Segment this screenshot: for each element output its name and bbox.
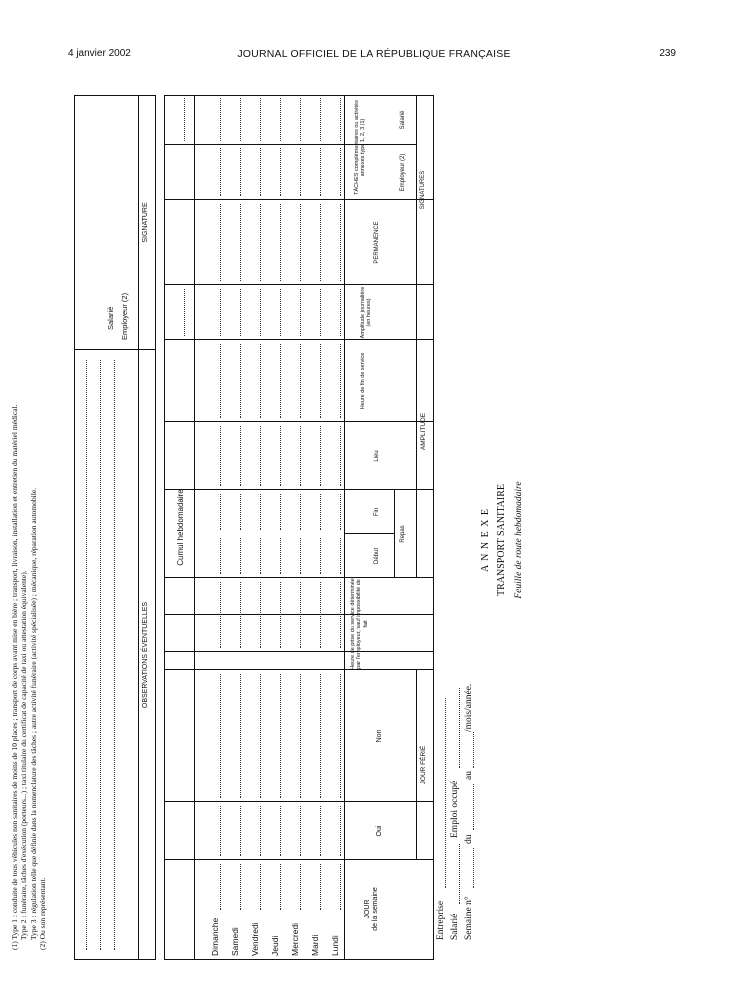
day-cell-field[interactable] xyxy=(220,426,221,486)
day-cell-field[interactable] xyxy=(240,344,241,418)
day-cell-field[interactable] xyxy=(240,494,241,530)
form-mois-label: /mois/année. xyxy=(464,683,474,732)
day-cell-field[interactable] xyxy=(260,426,261,486)
day-cell-field[interactable] xyxy=(240,148,241,196)
day-cell-field[interactable] xyxy=(240,204,241,281)
day-cell-field[interactable] xyxy=(340,289,341,336)
day-dots xyxy=(340,864,341,910)
form-entreprise-label: Entreprise xyxy=(436,900,446,940)
footnote-1: (1) Type 1 : conduite de tous véhicules non sanitaires de moins de 10 places ; transport de corps avant mise en bière ; transport, livraison, installation et entretien du matériel médical. xyxy=(10,404,19,950)
day-cell-field[interactable] xyxy=(220,806,221,856)
day-cell-field[interactable] xyxy=(260,204,261,281)
day-dots xyxy=(320,864,321,910)
day-cell-field[interactable] xyxy=(220,582,221,648)
footnotes xyxy=(10,90,48,950)
footnote-4: (2) Ou son représentant. xyxy=(38,877,48,950)
day-cell-field[interactable] xyxy=(320,582,321,648)
day-cell-field[interactable] xyxy=(260,674,261,798)
salarie-field[interactable] xyxy=(459,844,460,904)
obs-salarie: Salarié xyxy=(106,306,115,330)
header-permanence: PERMANENCE xyxy=(374,221,380,264)
day-cell-field[interactable] xyxy=(340,204,341,281)
day-cell-field[interactable] xyxy=(300,538,301,574)
day-cell-field[interactable] xyxy=(240,426,241,486)
observations-line[interactable] xyxy=(86,360,87,950)
form-du-label: du xyxy=(464,834,474,844)
day-cell-field[interactable] xyxy=(320,674,321,798)
obs-employeur: Employeur (2) xyxy=(120,292,129,340)
day-label: Lundi xyxy=(330,935,340,956)
day-cell-field[interactable] xyxy=(340,98,341,141)
form-block xyxy=(436,680,478,940)
day-cell-field[interactable] xyxy=(300,344,301,418)
header-debut: Début xyxy=(374,548,380,565)
header-oui: Oui xyxy=(376,825,383,837)
day-cell-field[interactable] xyxy=(220,98,221,141)
day-cell-field[interactable] xyxy=(340,806,341,856)
day-cell-field[interactable] xyxy=(260,582,261,648)
day-cell-field[interactable] xyxy=(220,344,221,418)
day-cell-field[interactable] xyxy=(300,148,301,196)
day-label: Dimanche xyxy=(210,917,220,956)
day-cell-field[interactable] xyxy=(280,494,281,530)
header-date: 4 janvier 2002 xyxy=(68,48,131,59)
journal-title: JOURNAL OFFICIEL DE LA RÉPUBLIQUE FRANÇAISE xyxy=(237,48,511,60)
day-cell-field[interactable] xyxy=(220,289,221,336)
day-cell-field[interactable] xyxy=(280,582,281,648)
day-cell-field[interactable] xyxy=(220,494,221,530)
day-cell-field[interactable] xyxy=(240,98,241,141)
doc-title: TRANSPORT SANITAIRE xyxy=(496,483,507,597)
day-cell-field[interactable] xyxy=(320,204,321,281)
header-non: Non xyxy=(376,729,383,743)
day-cell-field[interactable] xyxy=(340,344,341,418)
day-dots xyxy=(220,864,221,910)
day-cell-field[interactable] xyxy=(300,289,301,336)
du-field[interactable] xyxy=(473,784,474,830)
header-signatures: SIGNATURES xyxy=(420,170,426,210)
day-cell-field[interactable] xyxy=(300,674,301,798)
day-cell-field[interactable] xyxy=(280,344,281,418)
observations-signature: SIGNATURE xyxy=(142,202,149,243)
day-cell-field[interactable] xyxy=(260,289,261,336)
day-cell-field[interactable] xyxy=(260,344,261,418)
entreprise-field[interactable] xyxy=(445,698,446,888)
form-emploi-label: Emploi occupé xyxy=(450,780,460,838)
header-jour-ferie: JOUR FÉRIÉ xyxy=(420,745,427,785)
day-cell-field[interactable] xyxy=(280,538,281,574)
au-field[interactable] xyxy=(473,732,474,768)
day-label: Jeudi xyxy=(270,935,280,956)
day-cell-field[interactable] xyxy=(320,494,321,530)
header-fin: Fin xyxy=(374,507,380,517)
day-cell-field[interactable] xyxy=(300,204,301,281)
day-cell-field[interactable] xyxy=(260,806,261,856)
header-employeur: Employeur (2) xyxy=(400,153,406,192)
header-lieu: Lieu xyxy=(374,450,380,462)
header-heure-prise: Heure de prise du service déterminée par l'employeur, sauf impossibilité de fait xyxy=(350,578,369,670)
day-label: Vendredi xyxy=(250,922,260,956)
header-repas: Repas xyxy=(400,525,406,543)
cumul-label: Cumul hebdomadaire xyxy=(176,489,185,566)
day-cell-field[interactable] xyxy=(300,806,301,856)
day-cell-field[interactable] xyxy=(340,426,341,486)
day-cell-field[interactable] xyxy=(280,148,281,196)
day-cell-field[interactable] xyxy=(300,426,301,486)
day-cell-field[interactable] xyxy=(280,426,281,486)
page-number: 239 xyxy=(659,48,676,59)
footnote-2: Type 2 : funéraire, tâches d'exécution (porteurs...) ; taxi titulaire du certificat de capacité de taxi ou attestation équivalente). xyxy=(19,570,29,940)
day-cell-field[interactable] xyxy=(320,148,321,196)
day-cell-field[interactable] xyxy=(320,344,321,418)
day-cell-field[interactable] xyxy=(340,674,341,798)
day-label: Samedi xyxy=(230,927,240,956)
form-salarie-label: Salarié xyxy=(450,913,460,940)
day-cell-field[interactable] xyxy=(320,806,321,856)
day-cell-field[interactable] xyxy=(320,538,321,574)
day-cell-field[interactable] xyxy=(320,426,321,486)
emploi-field[interactable] xyxy=(459,688,460,768)
day-cell-field[interactable] xyxy=(320,289,321,336)
header-heure-fin: Heure de fin de service xyxy=(360,352,366,410)
form-semaine-label: Semaine n° xyxy=(464,896,474,940)
day-cell-field[interactable] xyxy=(220,148,221,196)
day-cell-field[interactable] xyxy=(280,98,281,141)
annexe-label: A N N E X E xyxy=(480,507,491,573)
day-cell-field[interactable] xyxy=(280,806,281,856)
day-cell-field[interactable] xyxy=(300,494,301,530)
day-cell-field[interactable] xyxy=(340,538,341,574)
header-jour: JOUR de la semaine xyxy=(364,887,380,931)
day-cell-field[interactable] xyxy=(340,582,341,648)
day-cell-field[interactable] xyxy=(300,582,301,648)
day-cell-field[interactable] xyxy=(280,204,281,281)
day-cell-field[interactable] xyxy=(260,148,261,196)
day-cell-field[interactable] xyxy=(300,98,301,141)
day-cell-field[interactable] xyxy=(260,98,261,141)
day-cell-field[interactable] xyxy=(240,538,241,574)
day-cell-field[interactable] xyxy=(340,148,341,196)
day-cell-field[interactable] xyxy=(240,674,241,798)
day-cell-field[interactable] xyxy=(340,494,341,530)
day-dots xyxy=(280,864,281,910)
day-cell-field[interactable] xyxy=(220,204,221,281)
semaine-field[interactable] xyxy=(473,848,474,888)
observations-line[interactable] xyxy=(114,360,115,950)
day-dots xyxy=(240,864,241,910)
header-amplitude-journaliere: Amplitude journalière (en heures) xyxy=(360,286,373,339)
observations-title: OBSERVATIONS ÉVENTUELLES xyxy=(142,601,149,709)
day-label: Mardi xyxy=(310,934,320,956)
day-cell-field[interactable] xyxy=(280,674,281,798)
day-label: Mercredi xyxy=(290,922,300,956)
day-cell-field[interactable] xyxy=(280,289,281,336)
header-taches: TÂCHES complémentaires ou activités annexes type 1, 2, 3 (1) xyxy=(354,100,367,195)
day-cell-field[interactable] xyxy=(320,98,321,141)
day-cell-field[interactable] xyxy=(220,674,221,798)
day-cell-field[interactable] xyxy=(260,494,261,530)
header-amplitude: AMPLITUDE xyxy=(420,412,427,451)
day-cell-field[interactable] xyxy=(240,289,241,336)
day-cell-field[interactable] xyxy=(240,806,241,856)
day-cell-field[interactable] xyxy=(260,538,261,574)
observations-line[interactable] xyxy=(100,360,101,950)
day-dots xyxy=(300,864,301,910)
day-dots xyxy=(260,864,261,910)
day-cell-field[interactable] xyxy=(240,582,241,648)
header-salarie: Salarié xyxy=(400,110,406,130)
doc-subtitle: Feuille de route hebdomadaire xyxy=(514,481,524,599)
rotated-annex xyxy=(10,90,544,990)
form-au-label: au xyxy=(464,771,474,780)
footnote-3: Type 3 : régulation telle que définie dans la nomenclature des tâches ; autre activité funéraire (activité spécialisée) ; mécanique, réparation automobile. xyxy=(28,488,38,940)
day-cell-field[interactable] xyxy=(220,538,221,574)
